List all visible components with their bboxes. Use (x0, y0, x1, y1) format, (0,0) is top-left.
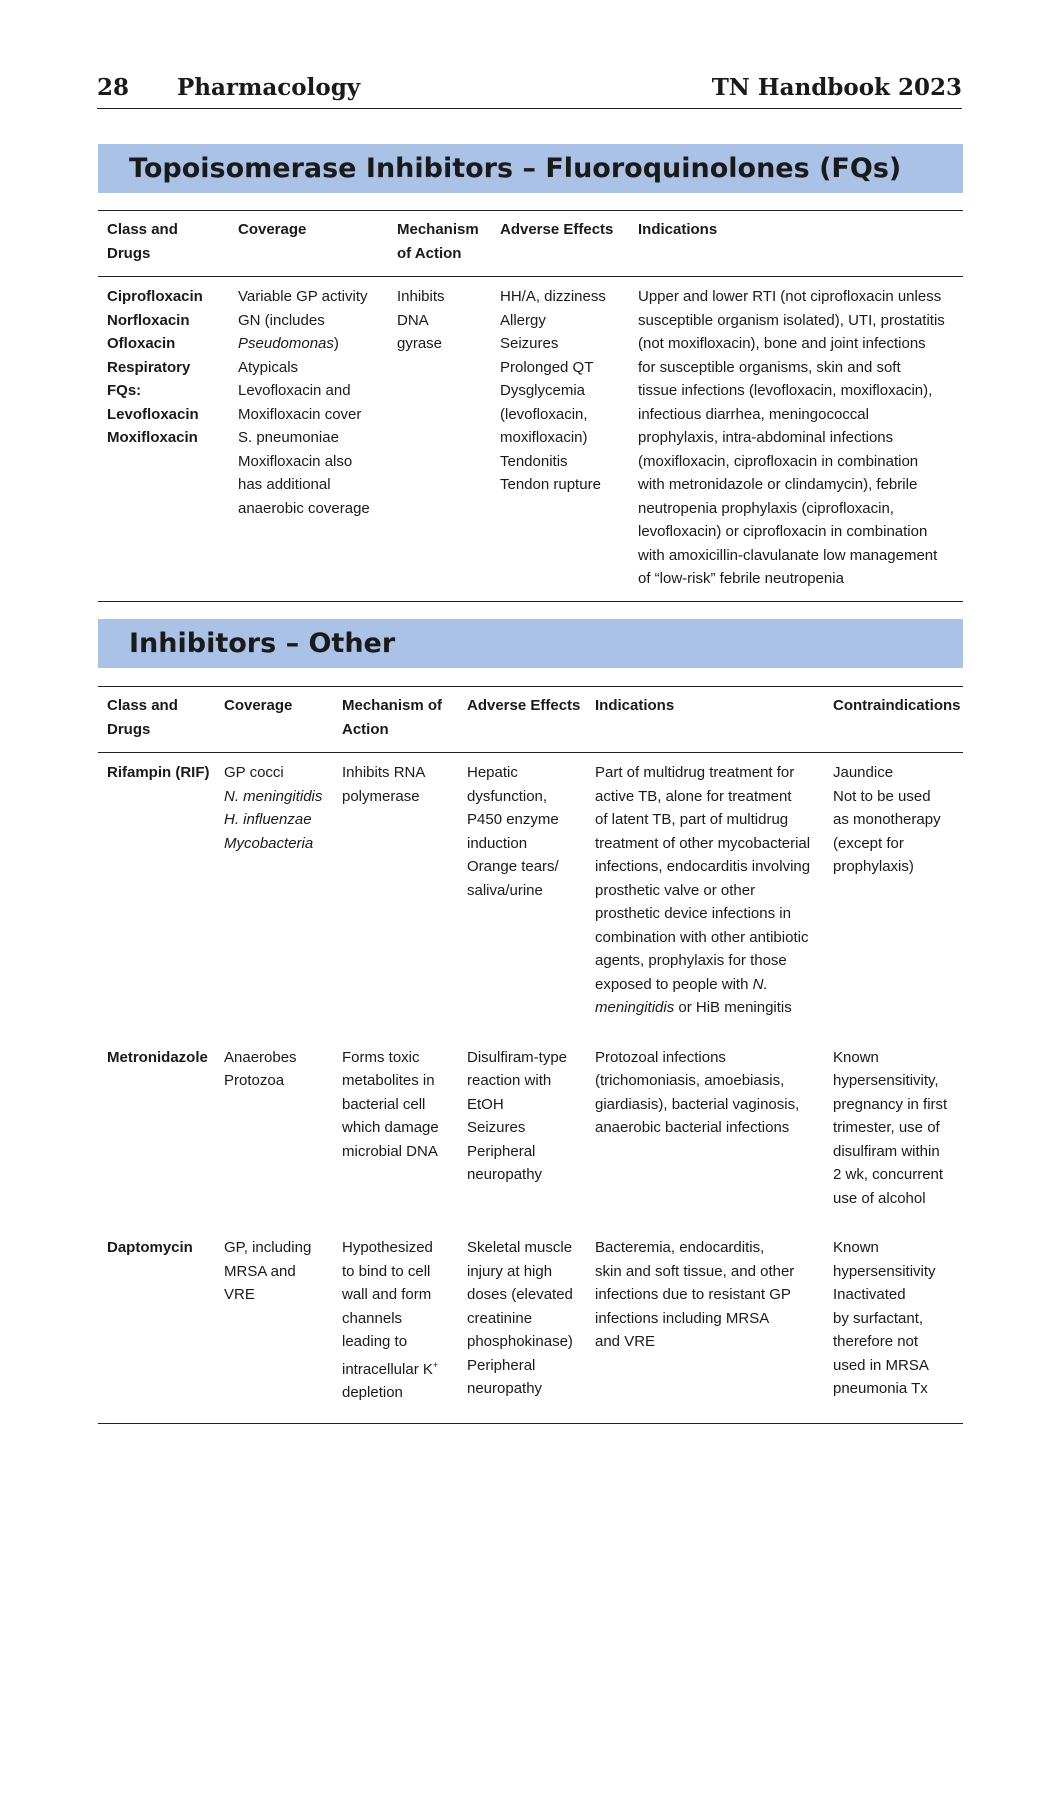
mechanism-line: Hypothesized (342, 1239, 433, 1256)
coverage-line: Atypicals (238, 358, 299, 376)
drug-name: Ciprofloxacin (107, 288, 203, 305)
coverage-line: S. pneumoniae (238, 429, 339, 446)
indications-line: infections, endocarditis involving (595, 858, 811, 875)
coverage-line (238, 309, 384, 356)
drug-name: Rifampin (RIF) (107, 764, 210, 781)
coverage-line: H. influenzae (224, 811, 312, 828)
mechanism-cell (333, 753, 458, 1038)
coverage-line: Moxifloxacin cover (238, 405, 362, 423)
indications-line: active TB, alone for treatment (595, 787, 792, 805)
indications-line: (trichomoniasis, amoebiasis, (595, 1072, 785, 1089)
contra-line: therefore not (833, 1333, 919, 1350)
indications-line: of latent TB, part of multidrug (595, 811, 789, 828)
indications-organism: N. (752, 975, 768, 993)
adverse-line: phosphokinase) (467, 1333, 573, 1350)
other-inhibitors-table (98, 686, 963, 1424)
adverse-line: saliva/urine (467, 881, 543, 899)
indications-line: for susceptible organisms, skin and soft (638, 358, 901, 376)
coverage-text: ) (333, 335, 339, 352)
adverse-line: EtOH (467, 1095, 504, 1113)
drug-cell (98, 277, 229, 602)
adverse-line: P450 enzyme (467, 811, 559, 828)
adverse-line: HH/A, dizziness (500, 288, 606, 305)
adverse-line: injury at high (467, 1262, 553, 1280)
adverse-cell (491, 277, 629, 602)
page-number: 28 (97, 74, 130, 101)
indications-organism: meningitidis (595, 999, 675, 1016)
adverse-line: moxifloxacin) (500, 429, 588, 446)
indications-line: with metronidazole or clindamycin), febrile (638, 476, 918, 493)
adverse-line: induction (467, 834, 528, 852)
table-header-row (98, 211, 963, 277)
adverse-line: Peripheral (467, 1142, 536, 1160)
contra-line: (except for (833, 834, 904, 852)
adverse-line: Prolonged QT (500, 358, 594, 376)
contra-line: use of alcohol (833, 1189, 926, 1207)
indications-line: (moxifloxacin, ciprofloxacin in combination (638, 452, 919, 470)
table-row (98, 1038, 963, 1229)
contraindications-cell (824, 1228, 963, 1423)
adverse-line: Allergy (500, 311, 546, 329)
table-header-row (98, 687, 963, 753)
contra-line: pneumonia Tx (833, 1380, 928, 1397)
adverse-line: reaction with (467, 1072, 552, 1089)
mechanism-line: depletion (342, 1384, 403, 1401)
coverage-line: GP cocci (224, 764, 284, 781)
mechanism-cell (388, 277, 491, 602)
indications-line: anaerobic bacterial infections (595, 1119, 790, 1136)
indications-line: infections including MRSA (595, 1309, 770, 1327)
table-row (98, 753, 963, 1038)
indications-cell (629, 277, 963, 602)
adverse-cell (458, 1228, 586, 1423)
fluoroquinolones-table (98, 210, 963, 602)
mechanism-line: polymerase (342, 787, 420, 805)
coverage-line: MRSA and (224, 1262, 296, 1280)
indications-line: skin and soft tissue, and other (595, 1262, 795, 1280)
indications-line: Part of multidrug treatment for (595, 764, 795, 781)
indications-line: infections due to resistant GP (595, 1286, 791, 1303)
indications-cell (586, 753, 824, 1038)
indications-line: treatment of other mycobacterial (595, 834, 811, 852)
drug-name: Levofloxacin (107, 405, 199, 423)
table-row (98, 1228, 963, 1423)
drug-name: Daptomycin (107, 1239, 193, 1256)
mechanism-line: wall and form (342, 1286, 432, 1303)
adverse-line: Tendonitis (500, 452, 568, 470)
adverse-line: neuropathy (467, 1380, 543, 1397)
contra-line: by surfactant, (833, 1309, 924, 1327)
contra-line: used in MRSA (833, 1356, 929, 1374)
mechanism-line: Forms toxic (342, 1048, 420, 1066)
contra-line: 2 wk, concurrent (833, 1166, 944, 1183)
mechanism-cell (333, 1228, 458, 1423)
indications-line: prophylaxis, intra-abdominal infections (638, 429, 894, 446)
indications-line: giardiasis), bacterial vaginosis, (595, 1095, 800, 1113)
contra-line: Inactivated (833, 1286, 906, 1303)
indications-line: Upper and lower RTI (not ciprofloxacin unless (638, 288, 942, 305)
coverage-organism: Pseudomonas (238, 335, 334, 352)
adverse-line: Dysglycemia (500, 382, 586, 399)
mechanism-line: microbial DNA (342, 1142, 438, 1160)
adverse-line: Tendon rupture (500, 476, 601, 493)
mechanism-cell (333, 1038, 458, 1229)
coverage-line: Levofloxacin and (238, 382, 351, 399)
table-row (98, 277, 963, 602)
indications-line (595, 996, 820, 1020)
coverage-cell (215, 753, 333, 1038)
coverage-line: Mycobacteria (224, 834, 314, 852)
coverage-line: Protozoa (224, 1072, 285, 1089)
header-coverage: Coverage (229, 211, 388, 277)
header-mechanism: Mechanism of Action (388, 211, 491, 277)
mechanism-line (342, 1354, 454, 1382)
drug-name: Norfloxacin (107, 311, 190, 329)
header-adverse-effects: Adverse Effects (458, 687, 586, 753)
coverage-line: Moxifloxacin also (238, 452, 353, 470)
mechanism-line: metabolites in (342, 1072, 435, 1089)
contra-line: hypersensitivity, (833, 1072, 939, 1089)
adverse-line: Peripheral (467, 1356, 536, 1374)
mechanism-line: DNA (397, 311, 429, 329)
header-adverse-effects: Adverse Effects (491, 211, 629, 277)
contra-line: as monotherapy (833, 811, 941, 828)
indications-cell (586, 1228, 824, 1423)
contra-line: Known (833, 1048, 879, 1066)
mechanism-line: gyrase (397, 335, 443, 352)
drug-name: Respiratory FQs: (107, 358, 191, 399)
indications-line: prosthetic device infections in (595, 905, 791, 922)
coverage-cell (229, 277, 388, 602)
indications-text: or HiB meningitis (674, 999, 792, 1016)
adverse-line: Orange tears/ (467, 858, 559, 875)
indications-line: Bacteremia, endocarditis, (595, 1239, 765, 1256)
indications-text: exposed to people with (595, 975, 753, 993)
indications-line: susceptible organism isolated), UTI, prostatitis (638, 311, 945, 329)
adverse-line: Disulfiram-type (467, 1048, 568, 1066)
indications-line: agents, prophylaxis for those (595, 952, 787, 969)
indications-line: levofloxacin) or ciprofloxacin in combination (638, 523, 928, 540)
indications-line: neutropenia prophylaxis (ciprofloxacin, (638, 499, 894, 517)
header-coverage: Coverage (215, 687, 333, 753)
header-mechanism: Mechanism of Action (333, 687, 458, 753)
coverage-line: Anaerobes (224, 1048, 297, 1066)
contra-line: disulfiram within (833, 1142, 940, 1160)
coverage-line: N. meningitidis (224, 787, 323, 805)
contra-line: Known (833, 1239, 879, 1256)
contraindications-cell (824, 753, 963, 1038)
table1-title: Topoisomerase Inhibitors – Fluoroquinolones (FQs) (98, 144, 963, 193)
mechanism-line: to bind to cell (342, 1262, 431, 1280)
adverse-cell (458, 1038, 586, 1229)
mechanism-line: Inhibits (397, 288, 445, 305)
table2-title: Inhibitors – Other (98, 619, 963, 668)
indications-line: tissue infections (levofloxacin, moxifloxacin), (638, 382, 933, 399)
adverse-line: Hepatic (467, 764, 518, 781)
coverage-cell (215, 1228, 333, 1423)
adverse-line: Seizures (500, 335, 559, 352)
indications-line: (not moxifloxacin), bone and joint infections (638, 335, 926, 352)
indications-line: combination with other antibiotic (595, 928, 809, 946)
adverse-line: dysfunction, (467, 787, 548, 805)
superscript-plus: + (432, 1359, 439, 1370)
indications-cell (586, 1038, 824, 1229)
indications-line: Protozoal infections (595, 1048, 726, 1066)
adverse-line: (levofloxacin, (500, 405, 588, 423)
header-contraindications: Contraindications (824, 687, 963, 753)
contra-line: Jaundice (833, 764, 894, 781)
adverse-line: Skeletal muscle (467, 1239, 573, 1256)
mechanism-line: Inhibits RNA (342, 764, 426, 781)
coverage-line: has additional (238, 476, 331, 493)
contra-line: hypersensitivity (833, 1262, 936, 1280)
header-class-drugs: Class and Drugs (98, 687, 215, 753)
book-title: TN Handbook 2023 (711, 74, 962, 101)
adverse-line: doses (elevated (467, 1286, 573, 1303)
coverage-line: VRE (224, 1286, 255, 1303)
indications-line: of “low-risk” febrile neutropenia (638, 570, 844, 587)
contraindications-cell (824, 1038, 963, 1229)
header-class-drugs: Class and Drugs (98, 211, 229, 277)
indications-line (595, 973, 820, 997)
indications-line: with amoxicillin-clavulanate low management (638, 546, 938, 564)
contra-line: Not to be used (833, 787, 931, 805)
running-head (97, 72, 962, 109)
drug-name: Ofloxacin (107, 335, 176, 352)
contra-line: prophylaxis) (833, 858, 914, 875)
drug-name: Metronidazole (107, 1048, 208, 1066)
mechanism-text: intracellular K (342, 1360, 433, 1378)
mechanism-line: bacterial cell (342, 1095, 426, 1113)
contra-line: pregnancy in first (833, 1095, 948, 1113)
header-indications: Indications (586, 687, 824, 753)
coverage-line: GP, including (224, 1239, 312, 1256)
mechanism-line: channels (342, 1309, 403, 1327)
coverage-text: GN (includes (238, 311, 325, 329)
contra-line: trimester, use of (833, 1119, 940, 1136)
adverse-line: neuropathy (467, 1166, 543, 1183)
indications-line: and VRE (595, 1333, 656, 1350)
indications-line: prosthetic valve or other (595, 881, 756, 899)
coverage-line: Variable GP activity (238, 288, 368, 305)
coverage-cell (215, 1038, 333, 1229)
indications-line: infectious diarrhea, meningococcal (638, 405, 869, 423)
mechanism-line: leading to (342, 1333, 408, 1350)
adverse-cell (458, 753, 586, 1038)
coverage-line: anaerobic coverage (238, 499, 370, 517)
drug-name: Moxifloxacin (107, 429, 198, 446)
adverse-line: Seizures (467, 1119, 526, 1136)
mechanism-line: which damage (342, 1119, 439, 1136)
section-title: Pharmacology (177, 74, 361, 101)
adverse-line: creatinine (467, 1309, 533, 1327)
header-indications: Indications (629, 211, 963, 277)
